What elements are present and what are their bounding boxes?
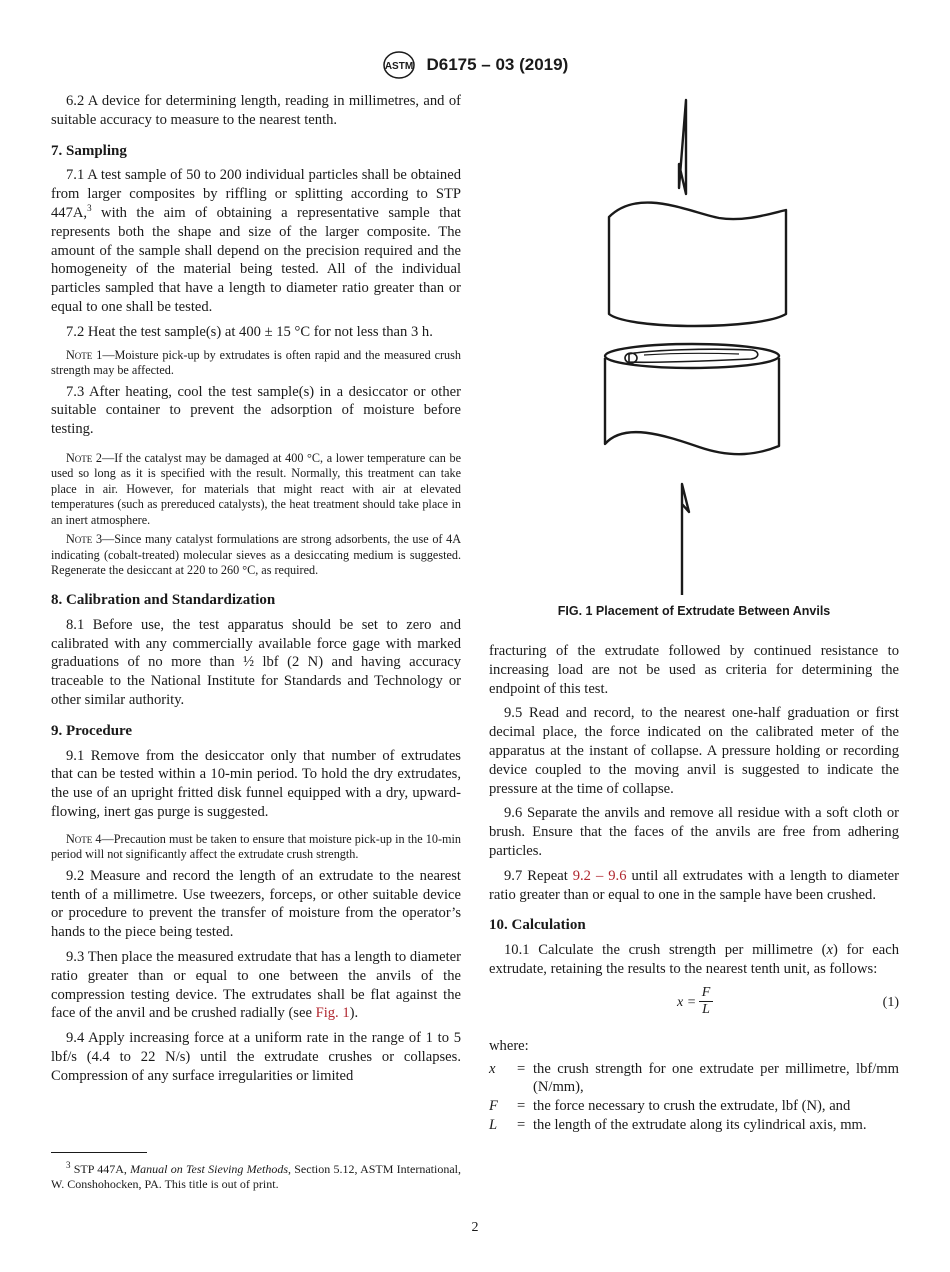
note-2-label: Note 2 [66,450,103,465]
para-9-3-b: ). [349,1005,359,1022]
definition-item [489,1060,899,1098]
para-8-1: 8.1 Before use, the test apparatus should be set to zero and calibrated with any commercially available force gage with marked graduations of no more than ½ lbf (2 N) and having accuracy traceable to the National Institute for Standards and Technology or other similar authority. [51,616,461,708]
footnote-rule [51,1152,147,1153]
astm-logo-text: ASTM [384,61,413,72]
para-6-2: 6.2 A device for determining length, reading in millimetres, and of suitable accuracy to measure to the nearest tenth. [51,93,461,128]
note-4-text: —Precaution must be taken to ensure that moisture pick-up in the 10-min period will not significantly affect the extrudate crush strength. [51,831,461,862]
page-header [0,50,950,80]
note-1-label: Note 1 [66,347,103,362]
bottom-arrow [682,484,689,595]
para-7-1-a: 7.1 A test sample of 50 to 200 individual particles shall be obtained from larger composites by riffling or splitting according to STP 447A, [51,167,461,221]
note-1 [51,348,461,379]
note-3 [51,532,461,579]
def-symbol: F [489,1098,498,1115]
para-9-2: 9.2 Measure and record the length of an extrudate to the nearest tenth of a millimetre. Use tweezers, forceps, or other suitable device or procedure to prevent the transfer of moisture from the operator’s hands to the piece being tested. [51,867,461,941]
eq-lhs: x = [677,994,697,1010]
para-7-3: 7.3 After heating, cool the test sample(s) in a desiccator or other suitable container to prevent the adsorption of moisture before testing. [51,383,461,438]
eq-denominator: L [702,1001,710,1017]
fig-1-link[interactable]: Fig. 1 [315,1005,350,1022]
note-1-text: —Moisture pick-up by extrudates is often rapid and the measured crush strength may be affected. [51,347,461,378]
note-2 [51,451,461,529]
def-equals: = [517,1098,526,1115]
top-arrow [679,100,686,194]
section-8-heading: 8. Calibration and Standardization [51,591,276,608]
figure-caption: FIG. 1 Placement of Extrudate Between Anvils [557,604,831,618]
definition-item [489,1116,899,1135]
para-9-6: 9.6 Separate the anvils and remove all residue with a soft cloth or brush. Ensure that the faces of the anvils are free from adhering particles. [489,805,899,859]
definition-item [489,1097,899,1116]
para-7-1-b: with the aim of obtaining a representative sample that represents both the shape and size of the larger composite. The amount of the sample shall depend on the precision required and the homogeneity of the material being tested. All of the individual particles sampled that have a length to diameter ratio greater than or equal to one shall be tested. [51,204,461,315]
where-label: where: [489,1037,529,1054]
para-9-7 [489,867,899,905]
para-9-4: 9.4 Apply increasing force at a uniform rate in the range of 1 to 5 lbf/s (4.4 to 22 N/s) until the extrudate crushes or collapses. Compression of any surface irregularities or limited [51,1030,461,1084]
para-9-7-b: until all extrudates with a length to diameter ratio greater than or equal to one in the sample have been crushed. [489,867,900,903]
def-equals: = [517,1060,526,1077]
astm-logo-icon [382,50,416,80]
eq-numerator: F [701,984,711,1000]
footnote-mark: 3 [66,1160,71,1170]
para-9-7-a: 9.7 Repeat [504,867,573,884]
def-equals: = [517,1116,526,1133]
para-9-1: 9.1 Remove from the desiccator only that number of extrudates that can be tested within a 10-min period. To hold the dry extrudates, the use of an upright fritted disk funnel equipped with a dry, upward-flowing, inert gas purge is suggested. [51,747,461,820]
section-9-heading: 9. Procedure [51,722,133,739]
page-number: 2 [471,1220,479,1235]
para-10-1 [489,941,899,979]
right-column [489,642,899,1135]
lower-anvil-body [605,358,779,454]
anvil-figure [489,92,899,622]
def-text: the force necessary to crush the extrudate, lbf (N), and [533,1098,851,1115]
footnote-b: , Section 5.12, ASTM International, W. Conshohocken, PA. This title is out of print. [51,1162,461,1192]
def-text: the length of the extrudate along its cylindrical axis, mm. [533,1116,867,1133]
para-9-5: 9.5 Read and record, to the nearest one-half graduation or first decimal place, the force indicated on the calibrated meter of the apparatus at the instant of collapse. A pressure holding or recording device coupled to the moving anvil is suggested to indicate the pressure at the time of collapse. [489,705,899,797]
footnote-ref: 3 [87,203,92,214]
footnote-title: Manual on Test Sieving Methods [130,1162,289,1176]
eq-fraction [699,985,713,1018]
footnote-3 [51,1162,461,1193]
def-text: the crush strength for one extrudate per millimetre, lbf/mm (N/mm), [533,1060,899,1096]
note-4-label: Note 4 [66,831,102,846]
var-x: x [826,942,833,959]
para-7-2: 7.2 Heat the test sample(s) at 400 ± 15 °C for not less than 3 h. [66,323,433,340]
para-10-1-b: ) for each extrudate, retaining the results to the nearest tenth unit, as follows: [489,942,899,977]
lower-anvil-top [605,344,779,368]
def-symbol: x [489,1060,496,1077]
extrudate [629,349,758,362]
section-7-heading: 7. Sampling [51,142,127,159]
section-10-heading: 10. Calculation [489,917,586,934]
para-10-1-a: 10.1 Calculate the crush strength per millimetre ( [504,942,827,959]
equation-1 [489,985,899,1027]
upper-anvil [609,203,786,326]
para-9-4-cont: fracturing of the extrudate followed by continued resistance to increasing load are not be used as criteria for determining the endpoint of this test. [489,643,899,697]
definition-list [489,1060,899,1135]
note-3-label: Note 3 [66,532,103,547]
note-3-text: —Since many catalyst formulations are strong adsorbents, the use of 4A indicating (cobalt-treated) molecular sieves as a desiccating medium is suggested. Regenerate the desiccant at 220 to 260 °C, as required. [51,532,462,578]
para-7-1 [51,166,461,316]
def-symbol: L [489,1116,498,1133]
left-column [51,92,461,1091]
note-4 [51,832,461,863]
range-9-2-9-6-link[interactable]: 9.2 – 9.6 [572,867,627,884]
para-9-3-a: 9.3 Then place the measured extrudate that has a length to diameter ratio greater than or equal to one between the anvils of the compression testing device. The extrudates shall be flat against the face of the anvil and be crushed radially (see [51,948,461,1022]
footnote-a: STP 447A, [70,1162,131,1176]
note-2-text: —If the catalyst may be damaged at 400 °C, a lower temperature can be used so long as it is specified with the result. Normally, this treatment can take place in air. However, for materials that might react with air at elevated temperatures (such as prereduced catalysts), the heat treatment should take place in an inert atmosphere. [51,450,462,527]
eq-number: (1) [882,994,899,1010]
para-9-3 [51,948,461,1023]
designation: D6175 – 03 (2019) [426,55,569,74]
